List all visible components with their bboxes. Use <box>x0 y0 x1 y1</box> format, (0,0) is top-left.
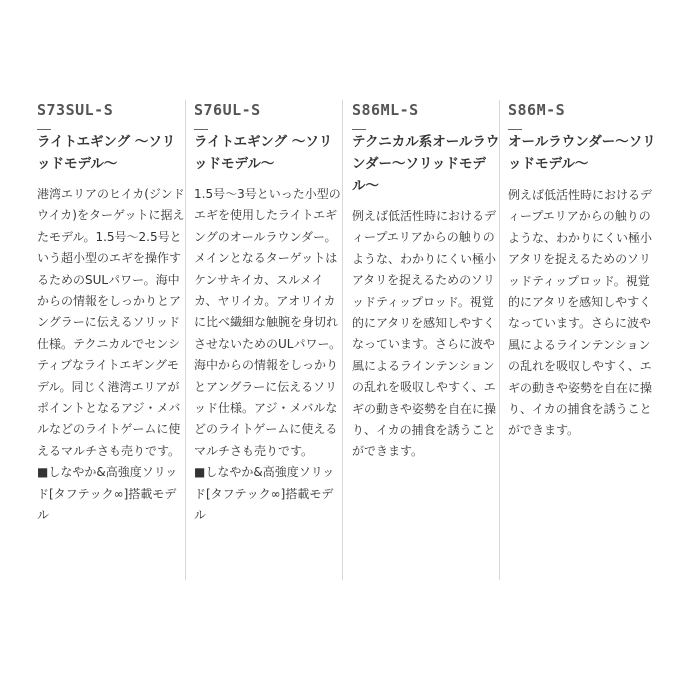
model-column-s76ul-s <box>194 0 342 680</box>
description-text: 1.5号〜3号といった小型のエギを使用したライトエギングのオールラウンダー。メインとなるターゲットはケンサキイカ、スルメイカ、ヤリイカ。アオリイカに比べ繊細な触腕を身切れさせないためのULパワー。海中からの情報をしっかりとアングラーに伝えるソリッド仕様。アジ・メバルなどのライトゲームに使えるマルチさも売りです。 <box>194 187 341 458</box>
description-text: 例えば低活性時におけるディープエリアからの触りのような、わかりにくい極小アタリを捉えるためのソリッドティップロッド。視覚的にアタリを感知しやすくなっています。さらに波や風によるラインテンションの乱れを吸収しやすく、エギの動きや姿勢を自在に操り、イカの捕食を誘うことができます。 <box>352 209 497 459</box>
model-column-s86m-s <box>508 0 656 680</box>
heading-rule <box>508 129 522 130</box>
model-title: テクニカル系オールラウンダー〜ソリッドモデル〜 <box>352 134 500 194</box>
feature-note: ■しなやか&高強度ソリッド[タフテック∞]搭載モデル <box>194 465 335 523</box>
column-divider <box>185 100 186 580</box>
model-column-s86ml-s <box>352 0 500 680</box>
heading-rule <box>37 129 51 130</box>
model-code: S76UL-S <box>194 101 261 119</box>
model-title: ライトエギング 〜ソリッドモデル〜 <box>194 134 333 172</box>
feature-note: ■しなやか&高強度ソリッド[タフテック∞]搭載モデル <box>37 465 178 523</box>
heading-rule <box>194 129 208 130</box>
model-description <box>194 184 342 527</box>
description-text: 例えば低活性時におけるディープエリアからの触りのような、わかりにくい極小アタリを捉えるためのソリッドティップロッド。視覚的にアタリを感知しやすくなっています。さらに波や風によるラインテンションの乱れを吸収しやすく、エギの動きや姿勢を自在に操り、イカの捕食を誘うことができます。 <box>508 188 653 438</box>
model-column-s73sul-s <box>37 0 185 680</box>
model-code: S86M-S <box>508 101 566 119</box>
model-code: S86ML-S <box>352 101 419 119</box>
heading-rule <box>352 129 366 130</box>
model-description <box>352 206 500 463</box>
model-title: オールラウンダー〜ソリッドモデル〜 <box>508 134 656 172</box>
column-divider <box>342 100 343 580</box>
description-text: 港湾エリアのヒイカ(ジンドウイカ)をターゲットに据えたモデル。1.5号〜2.5号という超小型のエギを操作するためのSULパワー。海中からの情報をしっかりとアングラーに伝えるソリッド仕様。テクニカルでセンシティブなライトエギングモデル。同じく港湾エリアがポイントとなるアジ・メバルなどのライトゲームに使えるマルチさも売りです。 <box>37 187 185 458</box>
model-title: ライトエギング 〜ソリッドモデル〜 <box>37 134 176 172</box>
model-description <box>508 185 656 442</box>
model-code: S73SUL-S <box>37 101 114 119</box>
model-description <box>37 184 185 527</box>
